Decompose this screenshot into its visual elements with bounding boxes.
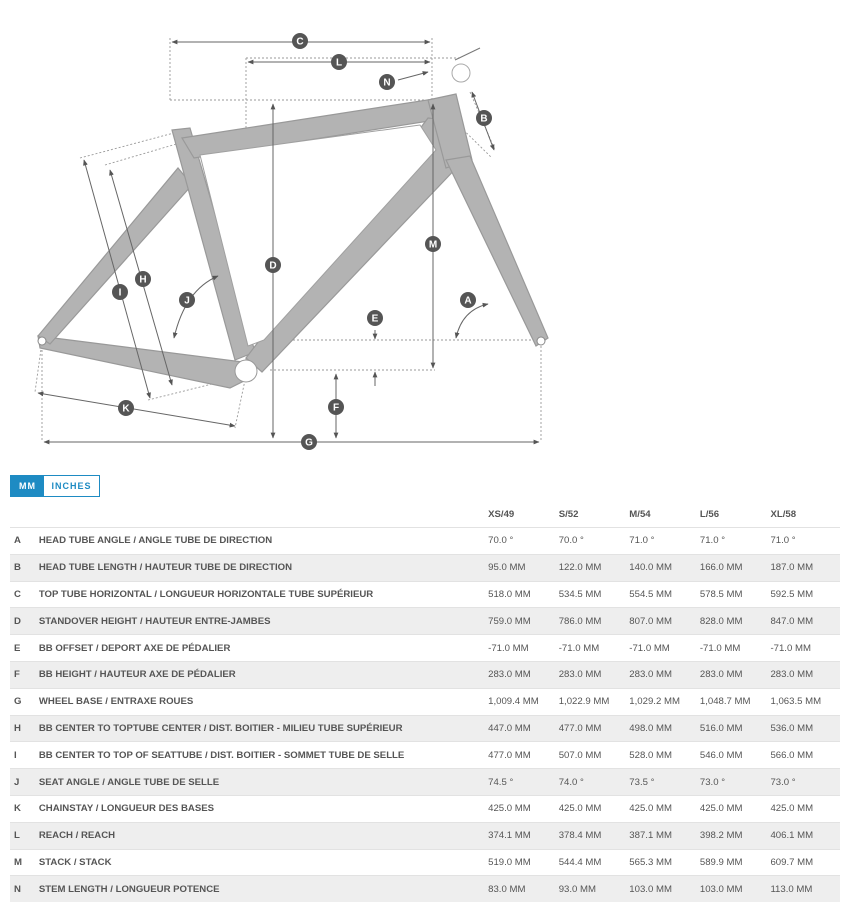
row-value: 516.0 MM (699, 722, 743, 734)
row-label: BB HEIGHT / HAUTEUR AXE DE PÉDALIER (38, 669, 236, 681)
row-value: 425.0 MM (558, 803, 602, 815)
front-axle (537, 337, 545, 345)
row-value: 187.0 MM (770, 562, 814, 574)
table-row (10, 715, 840, 742)
geometry-table (10, 502, 840, 902)
row-letter: E (14, 642, 21, 654)
row-value: 425.0 MM (699, 803, 743, 815)
stem-line (455, 48, 480, 60)
row-value: 477.0 MM (558, 722, 602, 734)
size-header: M/54 (629, 509, 651, 520)
row-value: 140.0 MM (629, 562, 672, 574)
table-row (10, 581, 840, 608)
row-label: REACH / REACH (38, 830, 116, 842)
marker-label: K (122, 403, 130, 415)
table-row (10, 527, 840, 554)
row-value: 546.0 MM (699, 749, 743, 761)
marker-label: N (383, 77, 391, 89)
row-letter: F (14, 669, 20, 681)
row-value: 73.0 ° (699, 776, 726, 788)
row-value: 536.0 MM (770, 722, 814, 734)
row-label: HEAD TUBE LENGTH / HAUTEUR TUBE DE DIRECTION (38, 562, 293, 574)
row-value: 70.0 ° (488, 535, 514, 547)
row-value: 554.5 MM (629, 588, 672, 600)
stem-clamp (452, 64, 470, 82)
row-value: 589.9 MM (699, 856, 743, 868)
row-label: TOP TUBE HORIZONTAL / LONGUEUR HORIZONTALE TUBE SUPÉRIEUR (38, 588, 374, 600)
row-value: 507.0 MM (558, 749, 602, 761)
marker-i (112, 284, 128, 300)
marker-label: B (480, 113, 488, 125)
row-letter: L (14, 830, 20, 842)
row-value: 807.0 MM (629, 615, 672, 627)
marker-e (367, 310, 383, 326)
row-value: 1,048.7 MM (699, 696, 751, 708)
marker-h (135, 271, 151, 287)
row-value: 166.0 MM (699, 562, 743, 574)
size-header: L/56 (699, 509, 720, 520)
row-value: 759.0 MM (488, 615, 531, 627)
table-row (10, 741, 840, 768)
table-row (10, 688, 840, 715)
marker-label: A (464, 295, 472, 307)
row-value: 609.7 MM (770, 856, 814, 868)
row-value: -71.0 MM (770, 642, 811, 654)
row-value: 103.0 MM (629, 883, 672, 895)
row-value: -71.0 MM (558, 642, 600, 654)
row-label: CHAINSTAY / LONGUEUR DES BASES (38, 803, 215, 815)
row-value: 73.5 ° (629, 776, 655, 788)
row-value: -71.0 MM (629, 642, 670, 654)
rear-axle (38, 337, 46, 345)
row-value: 1,009.4 MM (488, 696, 539, 708)
marker-m (425, 236, 441, 252)
row-letter: D (14, 615, 21, 627)
row-value: 103.0 MM (699, 883, 743, 895)
row-value: 374.1 MM (488, 830, 531, 842)
row-value: 283.0 MM (488, 669, 531, 681)
marker-k (118, 400, 134, 416)
row-value: 498.0 MM (629, 722, 672, 734)
row-label: STACK / STACK (38, 856, 112, 868)
size-header: XL/58 (770, 509, 797, 520)
row-value: 786.0 MM (558, 615, 602, 627)
row-value: 283.0 MM (699, 669, 743, 681)
bottom-bracket (235, 360, 257, 382)
row-letter: H (14, 722, 21, 734)
row-letter: I (14, 749, 17, 761)
row-value: 519.0 MM (488, 856, 531, 868)
row-value: 95.0 MM (488, 562, 526, 574)
row-value: 544.4 MM (558, 856, 602, 868)
row-letter: M (14, 856, 22, 868)
marker-l (331, 54, 347, 70)
row-value: 71.0 ° (699, 535, 726, 547)
marker-label: J (184, 295, 190, 307)
marker-d (265, 257, 281, 273)
row-label: BB CENTER TO TOPTUBE CENTER / DIST. BOITIER - MILIEU TUBE SUPÉRIEUR (38, 722, 403, 734)
row-value: 74.0 ° (558, 776, 584, 788)
row-value: 477.0 MM (488, 749, 531, 761)
row-value: -71.0 MM (488, 642, 529, 654)
marker-g (301, 434, 317, 450)
row-value: 425.0 MM (488, 803, 531, 815)
row-value: 1,029.2 MM (629, 696, 680, 708)
row-value: 283.0 MM (770, 669, 814, 681)
table-row (10, 875, 840, 902)
row-letter: C (14, 588, 21, 600)
row-letter: N (14, 883, 21, 895)
row-letter: J (14, 776, 20, 788)
row-value: -71.0 MM (699, 642, 741, 654)
marker-label: C (296, 36, 304, 48)
row-value: 70.0 ° (558, 535, 584, 547)
row-value: 425.0 MM (770, 803, 814, 815)
table-row (10, 768, 840, 795)
size-header: XS/49 (488, 509, 515, 520)
row-value: 387.1 MM (629, 830, 672, 842)
marker-a (460, 292, 476, 308)
marker-label: L (335, 57, 343, 69)
row-letter: B (14, 562, 21, 574)
row-value: 73.0 ° (770, 776, 796, 788)
row-value: 534.5 MM (558, 588, 602, 600)
marker-label: M (428, 239, 438, 251)
table-row (10, 822, 840, 849)
row-value: 122.0 MM (558, 562, 602, 574)
row-value: 378.4 MM (558, 830, 602, 842)
row-label: BB CENTER TO TOP OF SEATTUBE / DIST. BOITIER - SOMMET TUBE DE SELLE (38, 749, 405, 761)
table-row (10, 849, 840, 876)
row-value: 398.2 MM (699, 830, 743, 842)
row-value: 592.5 MM (770, 588, 814, 600)
marker-b (476, 110, 492, 126)
unit-toggle (10, 475, 100, 497)
row-value: 83.0 MM (488, 883, 526, 895)
table-header (10, 502, 840, 527)
row-label: STEM LENGTH / LONGUEUR POTENCE (38, 883, 220, 895)
row-value: 528.0 MM (629, 749, 672, 761)
marker-label: H (139, 274, 147, 286)
marker-n (379, 74, 395, 90)
table-row (10, 607, 840, 634)
marker-label: E (371, 313, 379, 325)
table-row (10, 634, 840, 661)
row-value: 447.0 MM (488, 722, 531, 734)
row-label: WHEEL BASE / ENTRAXE ROUES (38, 696, 194, 708)
row-value: 113.0 MM (770, 883, 813, 895)
inches-button[interactable]: INCHES (44, 476, 99, 496)
table-row (10, 661, 840, 688)
row-value: 847.0 MM (770, 615, 814, 627)
table-body (10, 527, 840, 902)
row-value: 74.5 ° (488, 776, 514, 788)
row-value: 518.0 MM (488, 588, 531, 600)
row-label: SEAT ANGLE / ANGLE TUBE DE SELLE (38, 776, 220, 788)
marker-j (179, 292, 195, 308)
row-value: 1,063.5 MM (770, 696, 822, 708)
marker-label: D (269, 260, 277, 272)
row-value: 93.0 MM (558, 883, 597, 895)
size-header: S/52 (558, 509, 579, 520)
row-letter: A (14, 535, 21, 547)
row-value: 71.0 ° (770, 535, 796, 547)
marker-label: I (118, 287, 122, 299)
row-value: 71.0 ° (629, 535, 655, 547)
row-letter: G (14, 696, 22, 708)
row-value: 406.1 MM (770, 830, 814, 842)
row-value: 828.0 MM (699, 615, 743, 627)
row-value: 578.5 MM (699, 588, 743, 600)
row-label: STANDOVER HEIGHT / HAUTEUR ENTRE-JAMBES (38, 615, 271, 627)
row-value: 1,022.9 MM (558, 696, 610, 708)
row-value: 283.0 MM (629, 669, 672, 681)
marker-label: F (332, 402, 340, 414)
marker-label: G (305, 437, 313, 449)
row-letter: K (14, 803, 21, 815)
marker-f (328, 399, 344, 415)
table-row (10, 554, 840, 581)
table-row (10, 795, 840, 822)
mm-button[interactable]: MM (11, 476, 44, 496)
row-label: HEAD TUBE ANGLE / ANGLE TUBE DE DIRECTION (38, 535, 273, 547)
marker-c (292, 33, 308, 49)
row-value: 566.0 MM (770, 749, 814, 761)
row-value: 565.3 MM (629, 856, 672, 868)
row-value: 425.0 MM (629, 803, 672, 815)
row-value: 283.0 MM (558, 669, 602, 681)
row-label: BB OFFSET / DEPORT AXE DE PÉDALIER (38, 642, 231, 654)
